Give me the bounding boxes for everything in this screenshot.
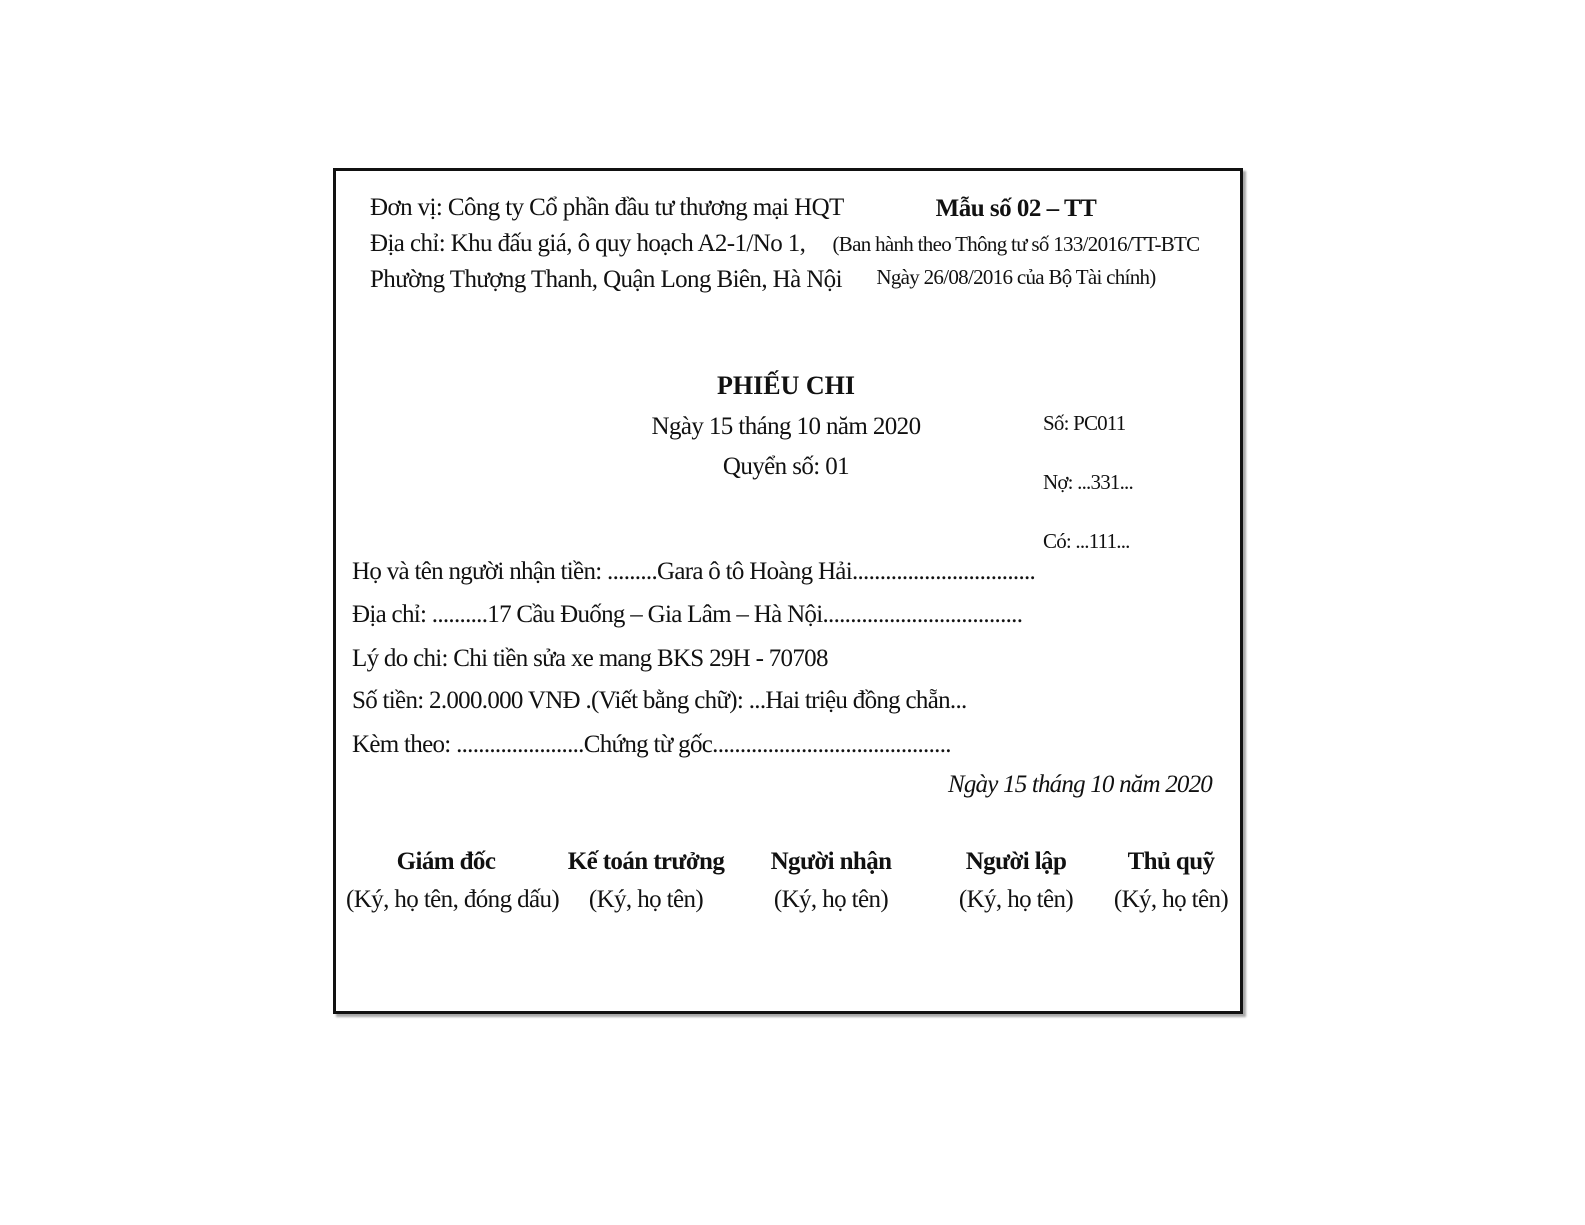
signature-cashier: [1106, 848, 1236, 914]
signature-role: Người lập: [965, 848, 1067, 875]
signature-director: [346, 848, 560, 914]
address-field: Địa chỉ: ..........17 Cầu Đuống – Gia Lâm – Hà Nội....................................: [352, 601, 1023, 628]
signature-role: Kế toán trưởng: [567, 848, 725, 875]
signature-receiver: [761, 848, 901, 914]
unit-address-line2: Phường Thượng Thanh, Quận Long Biên, Hà Nội: [370, 266, 842, 293]
form-basis-line1: (Ban hành theo Thông tư số 133/2016/TT-BTC: [832, 232, 1200, 256]
unit-info: [370, 195, 844, 303]
payment-voucher: [333, 168, 1243, 1014]
signature-preparer: [946, 848, 1086, 914]
voucher-number: Số: PC011: [1043, 411, 1126, 435]
credit-account: Có: ...111...: [1043, 529, 1130, 553]
signature-hint: (Ký, họ tên): [1113, 886, 1229, 913]
signature-hint: (Ký, họ tên): [773, 886, 889, 913]
form-basis-line2: Ngày 26/08/2016 của Bộ Tài chính): [876, 265, 1156, 289]
account-info: [1043, 411, 1133, 588]
voucher-heading: [636, 371, 936, 493]
voucher-book-no: Quyển số: 01: [722, 453, 850, 480]
signature-hint: (Ký, họ tên): [588, 886, 704, 913]
voucher-title: PHIẾU CHI: [717, 371, 855, 400]
debit-account: Nợ: ...331...: [1043, 470, 1133, 494]
signature-chief-accountant: [566, 848, 726, 914]
form-number: Mẫu số 02 – TT: [935, 195, 1097, 222]
voucher-date: Ngày 15 tháng 10 năm 2020: [651, 413, 921, 440]
unit-name: Đơn vị: Công ty Cổ phần đầu tư thương mại HQT: [370, 194, 844, 221]
signature-hint: (Ký, họ tên): [958, 886, 1074, 913]
recipient-field: Họ và tên người nhận tiền: .........Gara ô tô Hoàng Hải.................................: [352, 558, 1036, 585]
attachment-field: Kèm theo: .......................Chứng từ gốc...........................................: [352, 731, 951, 758]
signature-role: Thủ quỹ: [1127, 848, 1215, 875]
signature-role: Giám đốc: [396, 848, 496, 875]
signature-role: Người nhận: [770, 848, 892, 875]
amount-field: Số tiền: 2.000.000 VNĐ .(Viết bằng chữ): ...Hai triệu đồng chẵn...: [352, 687, 967, 714]
unit-address-line1: Địa chỉ: Khu đấu giá, ô quy hoạch A2-1/No 1,: [370, 230, 806, 257]
form-info: [826, 195, 1206, 298]
reason-field: Lý do chi: Chi tiền sửa xe mang BKS 29H - 70708: [352, 645, 828, 672]
signing-date: Ngày 15 tháng 10 năm 2020: [947, 771, 1212, 798]
signature-hint: (Ký, họ tên, đóng dấu): [346, 886, 560, 913]
